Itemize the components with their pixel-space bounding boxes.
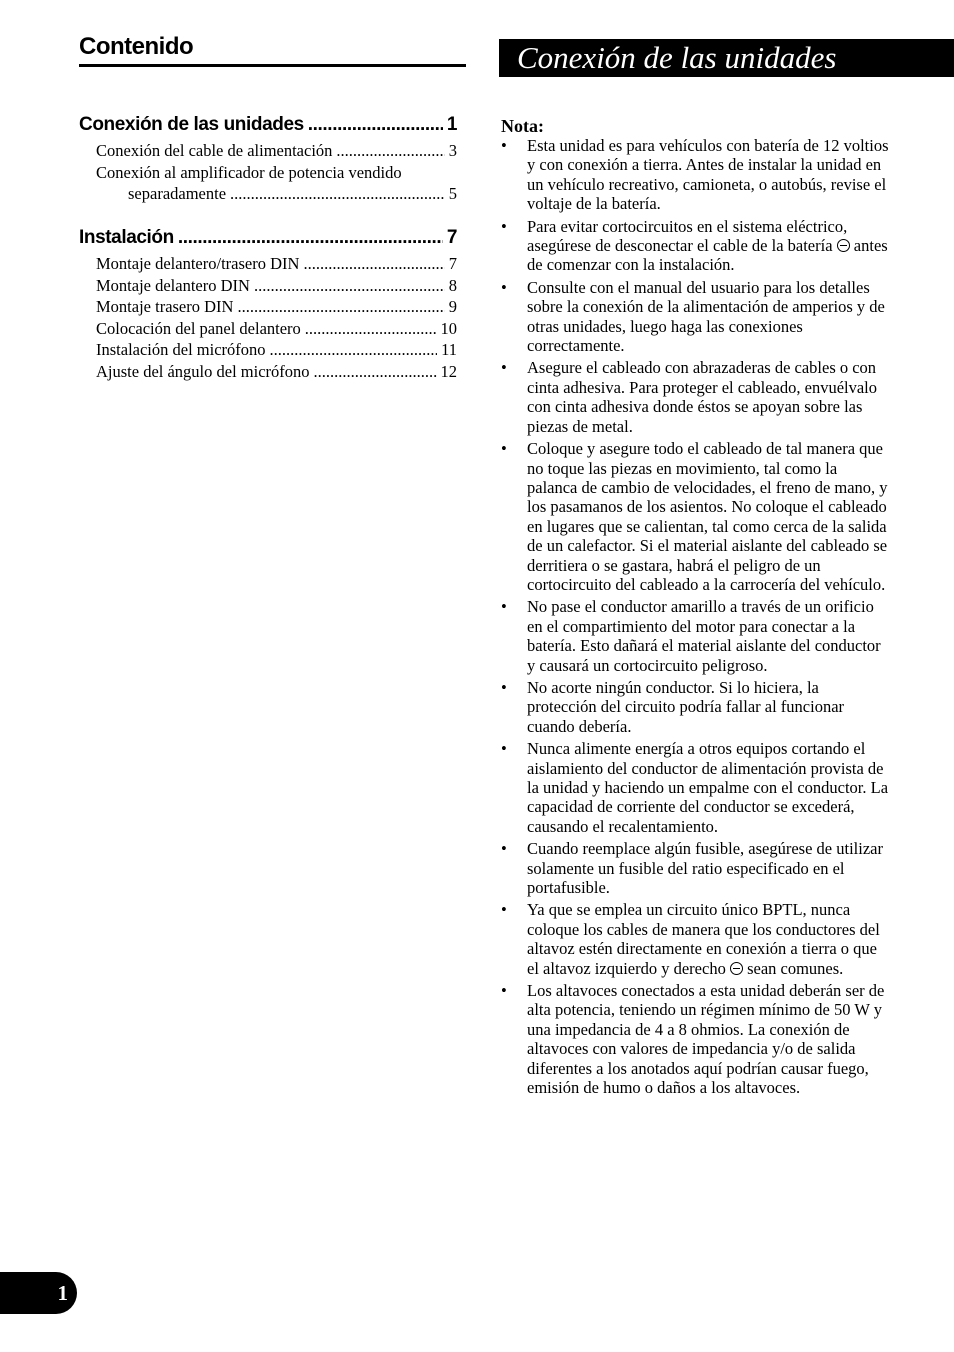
- toc-entry-label: Instalación: [79, 227, 174, 248]
- toc-leader: [308, 113, 443, 137]
- negative-terminal-icon: [730, 962, 743, 975]
- note-item: [499, 439, 889, 594]
- note-text-continued: sean comunes.: [747, 958, 844, 978]
- note-text: Para evitar cortocircuitos en el sistema eléctrico, asegúrese de desconectar el cable de la batería: [527, 216, 848, 256]
- note-item: [499, 678, 889, 736]
- toc-entry-label: Ajuste del ángulo del micrófono: [96, 361, 310, 381]
- toc-entry-label: separadamente: [128, 184, 227, 203]
- toc-entry-label: Instalación del micrófono: [96, 340, 266, 359]
- note-text: Esta unidad es para vehículos con batería de 12 voltios y con conexión a tierra. Antes de instalar la unidad en un vehículo recreativo, camioneta, o autobús, revise el voltaje de la batería.: [527, 136, 889, 214]
- toc-entry-label: Montaje trasero DIN: [96, 297, 234, 316]
- note-text: Los altavoces conectados a esta unidad deberán ser de alta potencia, teniendo un régimen mínimo de 50 W y una impedancia de 4 a 8 ohmios. La conexión de altavoces con valores de impedancia y/o de salida diferentes a los anotados aquí podrían causar fuego, emisión de humo o daños a los altavoces.: [527, 981, 885, 1098]
- page-number: 1: [0, 1272, 77, 1314]
- bullet: •: [501, 981, 507, 1001]
- toc-leader: [303, 253, 444, 275]
- bullet: •: [501, 839, 507, 859]
- toc-entry[interactable]: [79, 226, 457, 250]
- toc-entry[interactable]: [79, 113, 457, 137]
- negative-terminal-icon: [837, 239, 850, 252]
- toc-entry[interactable]: [79, 318, 457, 340]
- note-text: Asegure el cableado con abrazaderas de cables o con cinta adhesiva. Para proteger el cableado, envuélvalo con cinta adhesiva donde éstos se apoyan sobre las piezas de metal.: [527, 358, 878, 436]
- bullet: •: [501, 358, 507, 378]
- toc-entry[interactable]: [79, 253, 457, 275]
- section-title: Conexión de las unidades: [499, 39, 954, 77]
- toc-entry-label: Conexión del cable de alimentación: [96, 141, 333, 160]
- toc-entry[interactable]: [79, 162, 457, 184]
- toc-entry-page: 11: [441, 340, 457, 359]
- toc-leader: [305, 318, 437, 340]
- toc-entry-label: Conexión al amplificador de potencia vendido: [96, 162, 402, 182]
- bullet: •: [501, 439, 507, 459]
- toc-entry[interactable]: [79, 140, 457, 162]
- toc-entry[interactable]: [79, 339, 457, 361]
- note-item: [499, 217, 889, 275]
- note-item: [499, 981, 889, 1097]
- note-text: Nunca alimente energía a otros equipos cortando el aislamiento del conductor de alimentación provista de la unidad y haciendo un empalme con el conductor. La capacidad de corriente del conductor se excederá, causando el recalentamiento.: [527, 739, 889, 836]
- note-text: Coloque y asegure todo el cableado de tal manera que no toque las piezas en movimiento, tal como la palanca de cambio de velocidades, el freno de mano, y los pasamanos de los asientos. No coloque el cableado en lugares que se calientan, tal como cerca de la salida de un calefactor. Si el material aislante del cableado se derritiera o se gastara, habrá el peligro de un cortocircuito del cableado a la carrocería del vehículo.: [527, 439, 888, 594]
- bullet: •: [501, 136, 507, 155]
- note-text-continued: antes de comenzar con la instalación.: [527, 236, 888, 275]
- toc-leader: [270, 339, 438, 361]
- toc-entry-label: Conexión de las unidades: [79, 114, 304, 135]
- toc-entry[interactable]: [79, 275, 457, 297]
- bullet: •: [501, 900, 507, 920]
- toc-section-connection: [79, 113, 457, 205]
- toc-leader: [314, 361, 437, 383]
- toc-entry-page: 8: [448, 275, 457, 295]
- toc-entry-page: 10: [440, 318, 457, 338]
- note-text: Consulte con el manual del usuario para los detalles sobre la conexión de la alimentación de amperios y de otras unidades, luego haga las conexiones correctamente.: [527, 277, 885, 356]
- bullet: •: [501, 216, 507, 236]
- toc-entry-page: 9: [448, 297, 457, 316]
- note-text: No acorte ningún conductor. Si lo hiciera, la protección del circuito podría fallar al funcionar cuando debería.: [527, 677, 845, 736]
- toc-leader: [178, 226, 443, 250]
- toc-entry-page: 12: [440, 361, 457, 381]
- notes-list: [499, 136, 889, 1101]
- toc-entry-page: 7: [448, 254, 457, 273]
- toc-entry-label: Montaje delantero/trasero DIN: [96, 254, 300, 273]
- bullet: •: [501, 739, 507, 759]
- bullet: •: [501, 277, 507, 297]
- toc-entry-page: 1: [446, 114, 457, 135]
- contents-heading: Contenido: [79, 32, 466, 67]
- toc-entry[interactable]: [79, 361, 457, 383]
- toc-entry[interactable]: [79, 296, 457, 318]
- toc-leader: [230, 183, 445, 205]
- note-item: [499, 278, 889, 356]
- note-item: [499, 136, 889, 214]
- toc-entry-label: Montaje delantero DIN: [96, 275, 250, 295]
- note-text: Ya que se emplea un circuito único BPTL, nunca coloque los cables de manera que los conductores del altavoz estén directamente en conexión a tierra o que el altavoz izquierdo y derecho: [527, 900, 880, 978]
- note-item: [499, 839, 889, 897]
- toc-leader: [237, 296, 444, 318]
- toc-section-installation: [79, 226, 457, 382]
- toc-entry-page: 5: [448, 184, 457, 203]
- toc-entry-continued[interactable]: [79, 183, 457, 205]
- note-title: Nota:: [501, 116, 544, 136]
- toc-entry-page: 3: [448, 141, 457, 160]
- toc-leader: [254, 275, 445, 297]
- toc-entry-label: Colocación del panel delantero: [96, 318, 301, 338]
- note-item: [499, 358, 889, 436]
- note-item: [499, 597, 889, 675]
- note-text: Cuando reemplace algún fusible, asegúrese de utilizar solamente un fusible del ratio especificado en el portafusible.: [527, 839, 883, 898]
- note-text: No pase el conductor amarillo a través de un orificio en el compartimiento del motor para conectar a la batería. Esto dañará el material aislante del conductor y causará un cortocircuito peligroso.: [527, 597, 881, 675]
- note-item: [499, 739, 889, 836]
- toc-entry-page: 7: [446, 227, 457, 248]
- toc-leader: [336, 140, 444, 162]
- bullet: •: [501, 677, 507, 697]
- note-item: [499, 900, 889, 978]
- bullet: •: [501, 597, 507, 617]
